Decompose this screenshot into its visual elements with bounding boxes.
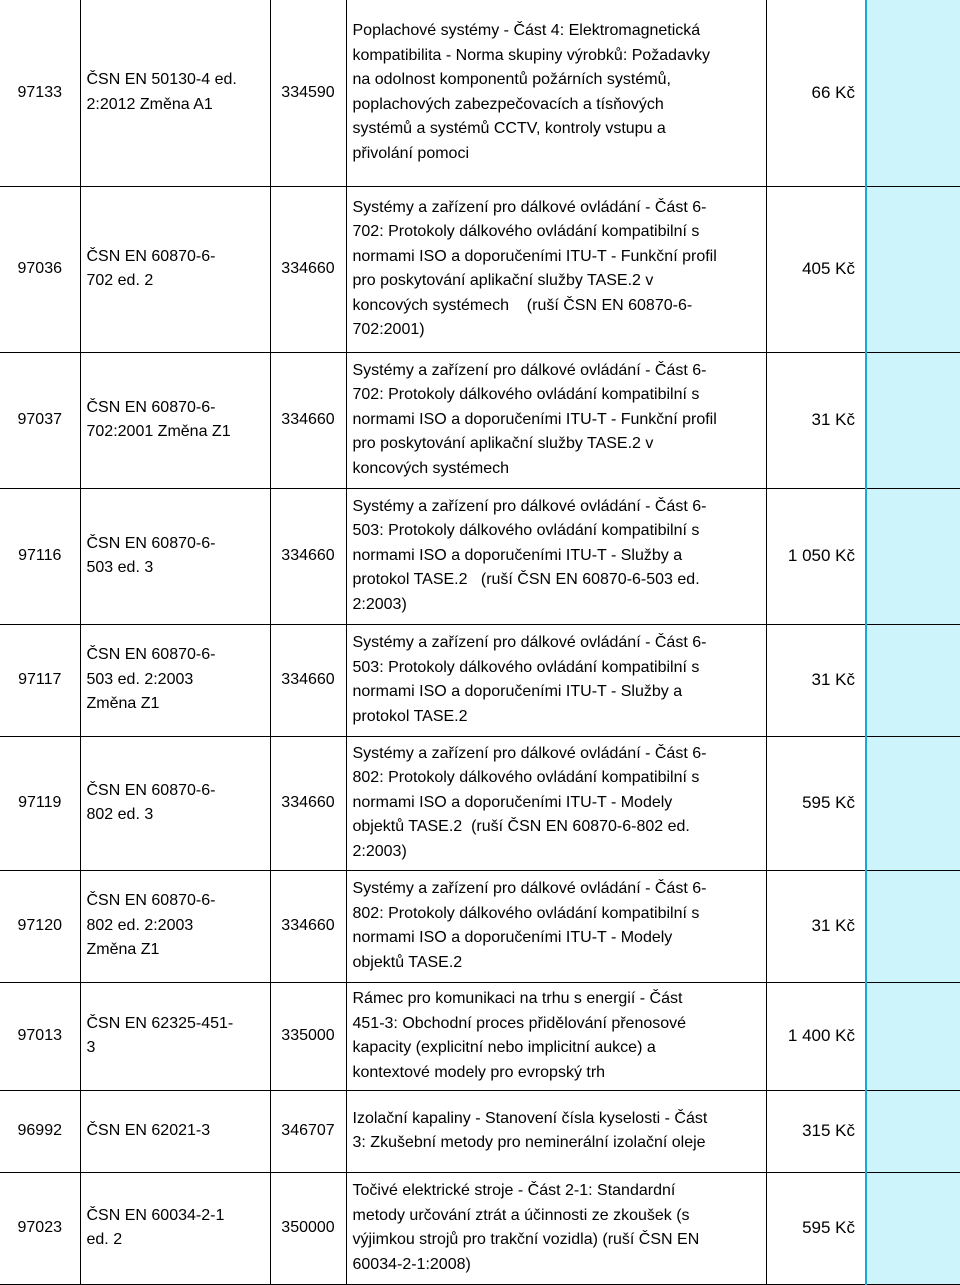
standard-title-line: objektů TASE.2 (ruší ČSN EN 60870-6-802 ed. (352, 818, 690, 836)
ics-code: 346707 (281, 1121, 335, 1139)
ics-code-cell (270, 736, 346, 870)
standard-code-line: ČSN EN 60870-6- (86, 534, 216, 552)
table-row (0, 0, 960, 186)
price-cell (766, 1090, 866, 1172)
ics-code: 335000 (281, 1026, 335, 1044)
standard-title-line: 503: Protokoly dálkového ovládání kompatibilní s (352, 658, 700, 676)
catalog-number-cell (0, 736, 80, 870)
table-row (0, 736, 960, 870)
standard-title-line: 702: Protokoly dálkového ovládání kompatibilní s (352, 386, 700, 404)
standard-code-line: Změna Z1 (86, 941, 160, 959)
standard-title-line: kontextové modely pro evropský trh (352, 1063, 606, 1081)
standard-title (353, 634, 707, 725)
order-quantity-cell[interactable] (866, 352, 960, 488)
standard-code (87, 248, 216, 290)
standard-code-line: ČSN EN 60870-6- (86, 398, 216, 416)
ics-code-cell (270, 1172, 346, 1284)
standard-title-line: Poplachové systémy - Část 4: Elektromagnetická (352, 22, 701, 40)
catalog-number: 97013 (17, 1026, 62, 1044)
ics-code: 334660 (281, 670, 335, 688)
standard-title-line: Točivé elektrické stroje - Část 2-1: Standardní (352, 1182, 676, 1199)
order-quantity-cell[interactable] (866, 1090, 960, 1172)
standard-code (87, 535, 216, 577)
standard-title-line: Systémy a zařízení pro dálkové ovládání - Část 6- (352, 198, 707, 216)
standard-title-line: Systémy a zařízení pro dálkové ovládání - Část 6- (352, 880, 707, 897)
table-row (0, 870, 960, 982)
standard-title-line: metody určování ztrát a účinnosti ze zkoušek (s (352, 1206, 690, 1224)
standard-code-cell (80, 0, 270, 186)
table-row (0, 1172, 960, 1284)
standard-code-line: ČSN EN 60870-6- (86, 247, 216, 265)
order-quantity-cell[interactable] (866, 624, 960, 736)
standard-title-line: systémů a systémů CCTV, kontroly vstupu a (352, 120, 666, 138)
table-row (0, 488, 960, 624)
ics-code: 350000 (281, 1218, 335, 1236)
catalog-number-cell (0, 186, 80, 352)
standard-code-cell (80, 186, 270, 352)
ics-code: 334660 (281, 916, 335, 934)
standard-title-line: 60034-2-1:2008) (352, 1255, 471, 1273)
standard-code-line: 702:2001 Změna Z1 (86, 423, 231, 440)
standard-code-line: ČSN EN 60870-6- (86, 646, 216, 664)
standard-code-line: ČSN EN 62021-3 (86, 1121, 211, 1139)
standard-code-cell (80, 1172, 270, 1284)
standard-title-line: Systémy a zařízení pro dálkové ovládání - Část 6- (352, 634, 707, 651)
standard-code-cell (80, 488, 270, 624)
standard-title-line: koncových systémech (ruší ČSN EN 60870-6- (352, 296, 693, 314)
price-cell (766, 736, 866, 870)
standard-title (353, 745, 707, 860)
standard-code-line: 503 ed. 3 (86, 559, 154, 576)
catalog-number-cell (0, 870, 80, 982)
catalog-number: 96992 (17, 1121, 62, 1139)
standard-code-cell (80, 870, 270, 982)
standard-title-line: normami ISO a doporučeními ITU-T - Modely (352, 929, 673, 946)
standard-title-line: 702: Protokoly dálkového ovládání kompatibilní s (352, 223, 700, 240)
price: 595 Kč (802, 792, 855, 812)
standard-title (353, 498, 707, 613)
price-cell (766, 982, 866, 1090)
price: 1 400 Kč (787, 1025, 855, 1045)
standard-code (87, 1207, 225, 1249)
standard-title-cell (346, 186, 766, 352)
standard-title-line: Systémy a zařízení pro dálkové ovládání - Část 6- (352, 361, 707, 379)
standard-title-line: přivolání pomoci (352, 144, 469, 162)
standard-title (353, 990, 687, 1081)
ics-code: 334660 (281, 546, 335, 564)
standard-title-line: 802: Protokoly dálkového ovládání kompatibilní s (352, 769, 700, 787)
standard-title-line: kapacity (explicitní nebo implicitní aukce) a (352, 1039, 656, 1056)
ics-code-cell (270, 0, 346, 186)
table-row (0, 352, 960, 488)
price: 405 Kč (802, 258, 855, 278)
catalog-number: 97036 (17, 259, 62, 277)
standard-code-line: Změna Z1 (86, 695, 160, 713)
catalog-number: 97116 (18, 546, 62, 564)
order-quantity-cell[interactable] (866, 982, 960, 1090)
price-cell (766, 624, 866, 736)
standard-title (353, 880, 707, 971)
standard-code-line: 503 ed. 2:2003 (86, 670, 194, 688)
standard-code-cell (80, 982, 270, 1090)
standard-title-line: protokol TASE.2 (352, 707, 468, 725)
standard-title-line: 503: Protokoly dálkového ovládání kompatibilní s (352, 522, 700, 540)
standard-title-line: 2:2003) (352, 842, 407, 860)
standard-code-line: 702 ed. 2 (86, 272, 154, 289)
ics-code: 334660 (281, 410, 335, 428)
ics-code-cell (270, 624, 346, 736)
standard-code (87, 782, 216, 824)
standard-title-line: Systémy a zařízení pro dálkové ovládání - Část 6- (352, 744, 707, 762)
catalog-number-cell (0, 0, 80, 186)
ics-code-cell (270, 982, 346, 1090)
standard-title-line: kompatibilita - Norma skupiny výrobků: Požadavky (352, 46, 710, 64)
standard-code-line: 3 (86, 1039, 96, 1056)
ics-code-cell (270, 1090, 346, 1172)
catalog-number-cell (0, 1172, 80, 1284)
standard-code-cell (80, 624, 270, 736)
standard-title-line: 3: Zkušební metody pro neminerální izolační oleje (352, 1134, 706, 1151)
standard-title-cell (346, 488, 766, 624)
catalog-number: 97119 (18, 793, 62, 811)
catalog-number-cell (0, 1090, 80, 1172)
catalog-number-cell (0, 488, 80, 624)
standard-title (353, 1182, 700, 1273)
standard-title-cell (346, 736, 766, 870)
standard-title (353, 22, 710, 162)
standard-code-line: ČSN EN 60034-2-1 (86, 1206, 225, 1224)
standard-title-line: normami ISO a doporučeními ITU-T - Modely (352, 793, 673, 811)
standard-code-cell (80, 736, 270, 870)
standard-code (87, 892, 216, 958)
ics-code-cell (270, 488, 346, 624)
standard-code (87, 1015, 234, 1057)
standard-code-line: 802 ed. 2:2003 (86, 916, 194, 934)
order-quantity-cell[interactable] (866, 488, 960, 624)
catalog-number: 97117 (18, 670, 62, 688)
price-cell (766, 1172, 866, 1284)
order-quantity-cell[interactable] (866, 1172, 960, 1284)
standard-title-line: pro poskytování aplikační služby TASE.2 v (352, 435, 654, 453)
standard-code-cell (80, 1090, 270, 1172)
standard-title-line: normami ISO a doporučeními ITU-T - Služby a (352, 546, 683, 564)
standard-title-cell (346, 982, 766, 1090)
price: 595 Kč (802, 1217, 855, 1237)
catalog-number: 97023 (17, 1218, 62, 1236)
catalog-number-cell (0, 982, 80, 1090)
ics-code-cell (270, 352, 346, 488)
standard-code (87, 646, 216, 712)
standard-title-line: Izolační kapaliny - Stanovení čísla kyselosti - Část (352, 1109, 708, 1127)
catalog-number: 97120 (17, 916, 62, 934)
price-cell (766, 488, 866, 624)
standard-title-line: objektů TASE.2 (352, 953, 463, 971)
order-quantity-cell[interactable] (866, 0, 960, 186)
standard-title-line: 802: Protokoly dálkového ovládání kompatibilní s (352, 904, 700, 922)
standard-title (353, 362, 717, 477)
standard-title-cell (346, 0, 766, 186)
standard-title-line: Systémy a zařízení pro dálkové ovládání - Část 6- (352, 497, 707, 515)
standard-code-line: ČSN EN 60870-6- (86, 892, 216, 910)
price: 1 050 Kč (787, 545, 855, 565)
standard-title-line: normami ISO a doporučeními ITU-T - Funkční profil (352, 247, 717, 265)
standard-title-line: Rámec pro komunikaci na trhu s energií - Část (352, 990, 683, 1007)
standard-title-line: na odolnost komponentů požárních systémů, (352, 71, 671, 89)
standard-title-line: výjimkou strojů pro trakční vozidla) (ruší ČSN EN (352, 1231, 700, 1248)
price: 31 Kč (811, 669, 855, 689)
catalog-number: 97037 (17, 410, 62, 428)
standard-code-line: 802 ed. 3 (86, 806, 154, 823)
standard-title-cell (346, 870, 766, 982)
standard-title-cell (346, 1090, 766, 1172)
standard-title-line: 2:2003) (352, 595, 407, 613)
ics-code: 334660 (281, 793, 335, 811)
ics-code: 334660 (281, 259, 335, 277)
standard-code-line: 2:2012 Změna A1 (86, 95, 213, 113)
price-cell (766, 352, 866, 488)
price: 315 Kč (802, 1120, 855, 1140)
standard-title-line: normami ISO a doporučeními ITU-T - Služby a (352, 683, 683, 700)
catalog-number-cell (0, 352, 80, 488)
standard-title-line: 451-3: Obchodní proces přidělování přenosové (352, 1014, 687, 1032)
table-row (0, 624, 960, 736)
price: 31 Kč (811, 409, 855, 429)
standard-code (87, 399, 231, 441)
standard-title-line: poplachových zabezpečovacích a tísňových (352, 95, 664, 113)
order-quantity-cell[interactable] (866, 736, 960, 870)
order-quantity-cell[interactable] (866, 870, 960, 982)
standard-title (353, 199, 717, 339)
standard-title (353, 1110, 708, 1152)
price: 31 Kč (811, 915, 855, 935)
standard-title-cell (346, 352, 766, 488)
standard-title-line: protokol TASE.2 (ruší ČSN EN 60870-6-503 ed. (352, 571, 700, 589)
order-quantity-cell[interactable] (866, 186, 960, 352)
standard-title-cell (346, 1172, 766, 1284)
price-cell (766, 870, 866, 982)
standard-title-line: pro poskytování aplikační služby TASE.2 v (352, 272, 654, 289)
standard-title-cell (346, 624, 766, 736)
standard-title-line: 702:2001) (352, 321, 425, 338)
standard-code-cell (80, 352, 270, 488)
standard-code (87, 71, 237, 113)
ics-code: 334590 (281, 83, 335, 101)
catalog-number: 97133 (17, 83, 62, 101)
price-cell (766, 0, 866, 186)
table-row (0, 1090, 960, 1172)
standard-title-line: koncových systémech (352, 459, 510, 477)
ics-code-cell (270, 186, 346, 352)
catalog-number-cell (0, 624, 80, 736)
standard-code-line: ČSN EN 62325-451- (86, 1014, 234, 1032)
standard-code-line: ed. 2 (86, 1231, 123, 1248)
standard-code (87, 1122, 211, 1139)
table-row (0, 982, 960, 1090)
price: 66 Kč (811, 82, 855, 102)
price-cell (766, 186, 866, 352)
ics-code-cell (270, 870, 346, 982)
standard-title-line: normami ISO a doporučeními ITU-T - Funkční profil (352, 410, 717, 428)
standard-code-line: ČSN EN 60870-6- (86, 781, 216, 799)
standard-code-line: ČSN EN 50130-4 ed. (86, 71, 237, 89)
table-row (0, 186, 960, 352)
